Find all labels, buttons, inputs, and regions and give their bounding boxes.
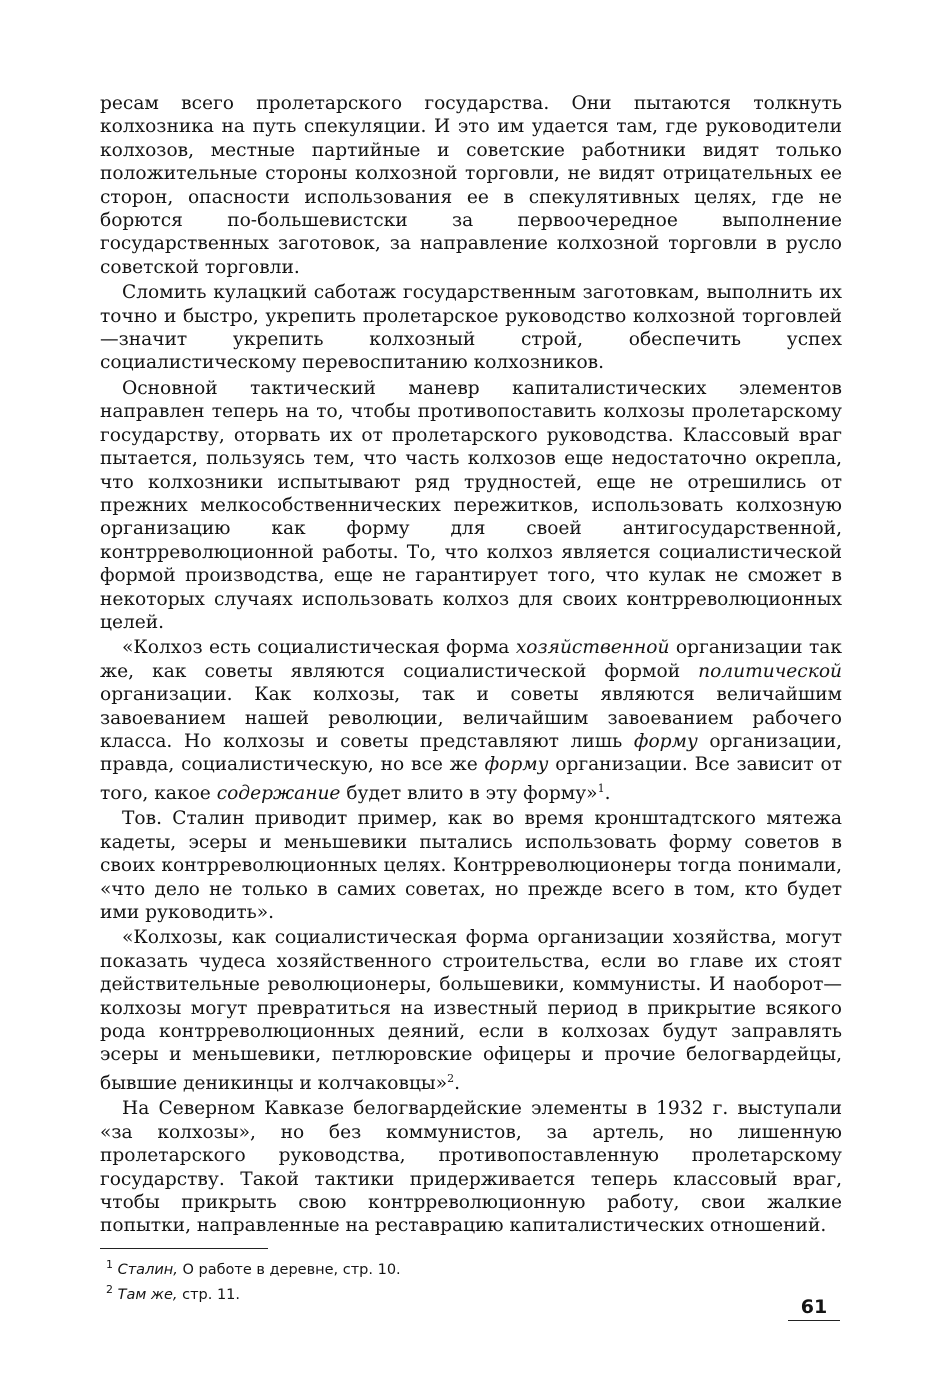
- paragraph-1: ресам всего пролетарского государства. Они пытаются толкнуть колхозника на путь спекуляции. И это им удается там, где руководители колхозов, местные партийные и советские работники видят только положительные стороны колхозной торговли, не видят отрицательных ее сторон, опасности использования ее в спекулятивных целях, где не борются по-большевистски за первоочередное выполнение государственных заготовок, за направление колхозной торговли в русло советской торговли.: [100, 93, 842, 278]
- paragraph-5: На Северном Кавказе белогвардейские элементы в 1932 г. выступали «за колхозы», но без коммунистов, за артель, но лишенную пролетарского руководства, противопоставленную пролетарскому государству. Такой тактики придерживается теперь классовый враг, чтобы прикрыть свою контрреволюционную работу, свои жалкие попытки, направленные на реставрацию капиталистических отношений.: [100, 1098, 842, 1237]
- quote-1-emphasis-2: политической: [698, 660, 842, 682]
- footnote-1-marker: 1: [106, 1257, 113, 1271]
- page-number: 61: [788, 1296, 840, 1321]
- quote-2: [100, 926, 842, 1095]
- quote-1-text-c: организации. Как колхозы, так и советы являются величайшим завоеванием нашей революции, величайшим завоеванием рабочего класса. Но колхозы и советы представляют лишь: [100, 684, 842, 752]
- quote-1-emphasis-4: форму: [484, 754, 549, 776]
- footnote-1-author: Сталин,: [117, 1261, 178, 1278]
- quote-1-text-f: будет влито в эту форму»: [340, 782, 598, 804]
- quote-1-text-d: организации, правда, социалистическую, но все же: [100, 730, 843, 776]
- footnote-divider: [100, 1248, 268, 1249]
- paragraph-3: Основной тактический маневр капиталистических элементов направлен теперь на то, чтобы противопоставить колхозы пролетарскому государству, оторвать их от пролетарского руководства. Классовый враг пытается, пользуясь тем, что часть колхозов еще недостаточно окрепла, что колхозники испытывают ряд трудностей, еще не отрешились от прежних мелкособственнических пережитков, использовать колхозную организацию как форму для своей антигосударственной, контрреволюционной работы. То, что колхоз является социалистической формой производства, еще не гарантирует того, что кулак не сможет в некоторых случаях использовать колхоз для своих контрреволюционных целей.: [100, 377, 842, 633]
- quote-1-text-e: организации. Все зависит от того, какое: [100, 754, 842, 804]
- quote-2-end: .: [454, 1073, 461, 1095]
- footnote-2-text: стр. 11.: [177, 1286, 241, 1303]
- footnote-1: [100, 1255, 842, 1280]
- page-content: [100, 92, 842, 1305]
- quote-1-emphasis-5: содержание: [216, 782, 341, 804]
- quote-1-emphasis-1: хозяйственной: [515, 637, 670, 659]
- footnote-2-author: Там же,: [117, 1286, 178, 1303]
- footnote-1-text: О работе в деревне, стр. 10.: [177, 1261, 401, 1278]
- footnote-2: [100, 1280, 842, 1305]
- quote-1-text-b: организации так же, как советы являются социалистической формой: [100, 637, 842, 682]
- paragraph-4: Тов. Сталин приводит пример, как во время кронштадтского мятежа кадеты, эсеры и меньшевики пытались использовать форму советов в своих контрреволюционных целях. Контрреволюционеры тогда понимали, «что дело не только в самих советах, но прежде всего в том, кто будет ими руководить».: [100, 808, 842, 923]
- quote-1-end: .: [604, 782, 611, 804]
- paragraph-2: Сломить кулацкий саботаж государственным заготовкам, выполнить их точно и быстро, укрепить пролетарское руководство колхозной торговлей—значит укрепить колхозный строй, обеспечить успех социалистическому перевоспитанию колхозников.: [100, 282, 842, 374]
- quote-1-emphasis-3: форму: [633, 730, 698, 752]
- quote-1: [100, 636, 842, 805]
- footnote-2-marker: 2: [106, 1282, 113, 1296]
- footnote-ref-1: 1: [597, 781, 605, 795]
- quote-2-text: «Колхозы, как социалистическая форма организации хозяйства, могут показать чудеса хозяйственного строительства, если во главе их стоят действительные революционеры, большевики, коммунисты. И наоборот—колхозы могут превратиться на известный период в прикрытие всякого рода контрреволюционных деяний, если в колхозах будут заправлять эсеры и меньшевики, петлюровские офицеры и прочие белогвардейцы, бывшие деникинцы и колчаковцы»: [100, 927, 842, 1095]
- quote-1-text-a: «Колхоз есть социалистическая форма: [122, 637, 516, 659]
- footnote-ref-2: 2: [447, 1071, 455, 1085]
